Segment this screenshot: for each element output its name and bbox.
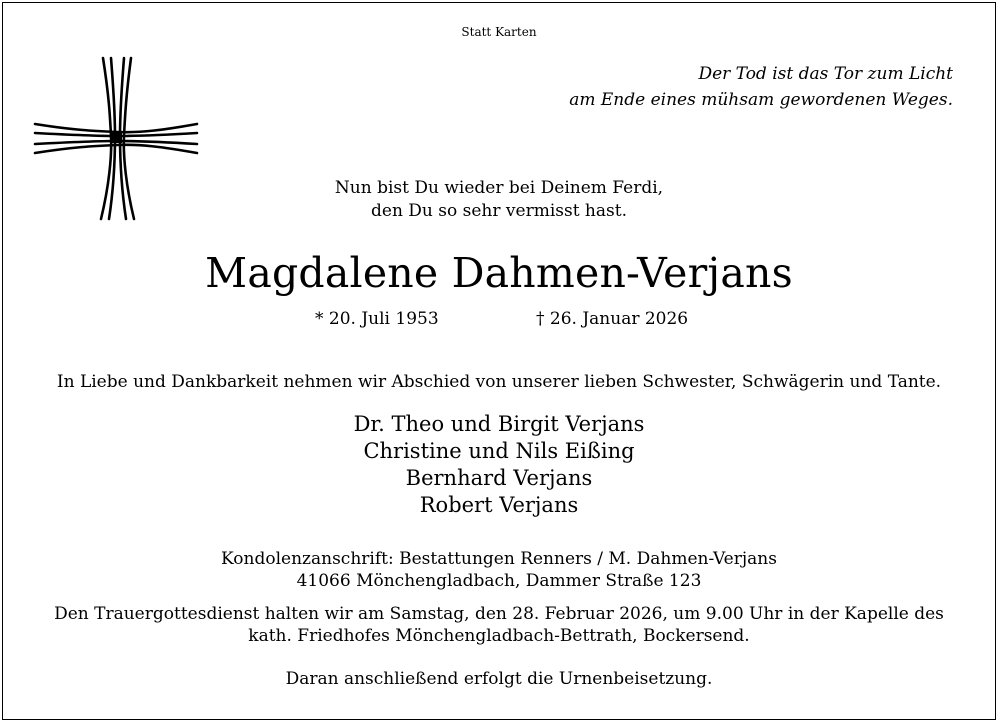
- service-info: [3, 603, 995, 647]
- condolence-address: [3, 548, 995, 592]
- mourner-name: Robert Verjans: [419, 493, 579, 517]
- mourner-name: Bernhard Verjans: [405, 466, 593, 490]
- birth-date: * 20. Juli 1953: [315, 309, 439, 329]
- motto-line-1: Der Tod ist das Tor zum Licht: [698, 64, 953, 84]
- intro-line-1: Nun bist Du wieder bei Deinem Ferdi,: [334, 178, 664, 198]
- kicker-text: Statt Karten: [461, 25, 537, 39]
- thanks-text: In Liebe und Dankbarkeit nehmen wir Abschied von unserer lieben Schwester, Schwägerin und Tante.: [56, 372, 942, 392]
- obituary-card: [2, 2, 996, 720]
- condolence-line-1: Kondolenzanschrift: Bestattungen Renners / M. Dahmen-Verjans: [221, 549, 777, 569]
- mourner-name: Dr. Theo und Birgit Verjans: [353, 412, 645, 436]
- condolence-line-2: 41066 Mönchengladbach, Dammer Straße 123: [296, 571, 702, 591]
- burial-note: Daran anschließend erfolgt die Urnenbeisetzung.: [285, 669, 713, 689]
- service-line-2: kath. Friedhofes Mönchengladbach-Bettrath, Bockersend.: [248, 626, 750, 646]
- service-line-1: Den Trauergottesdienst halten wir am Samstag, den 28. Februar 2026, um 9.00 Uhr in der Kapelle des: [54, 604, 944, 624]
- deceased-name: Magdalene Dahmen-Verjans: [205, 249, 793, 297]
- motto-quote: [569, 61, 953, 113]
- motto-line-2: am Ende eines mühsam gewordenen Weges.: [569, 90, 953, 110]
- intro-verse: [3, 177, 995, 223]
- mourner-name: Christine und Nils Eißing: [363, 439, 635, 463]
- death-date: † 26. Januar 2026: [536, 309, 689, 329]
- intro-line-2: den Du so sehr vermisst hast.: [371, 201, 627, 221]
- mourners-list: [3, 411, 995, 519]
